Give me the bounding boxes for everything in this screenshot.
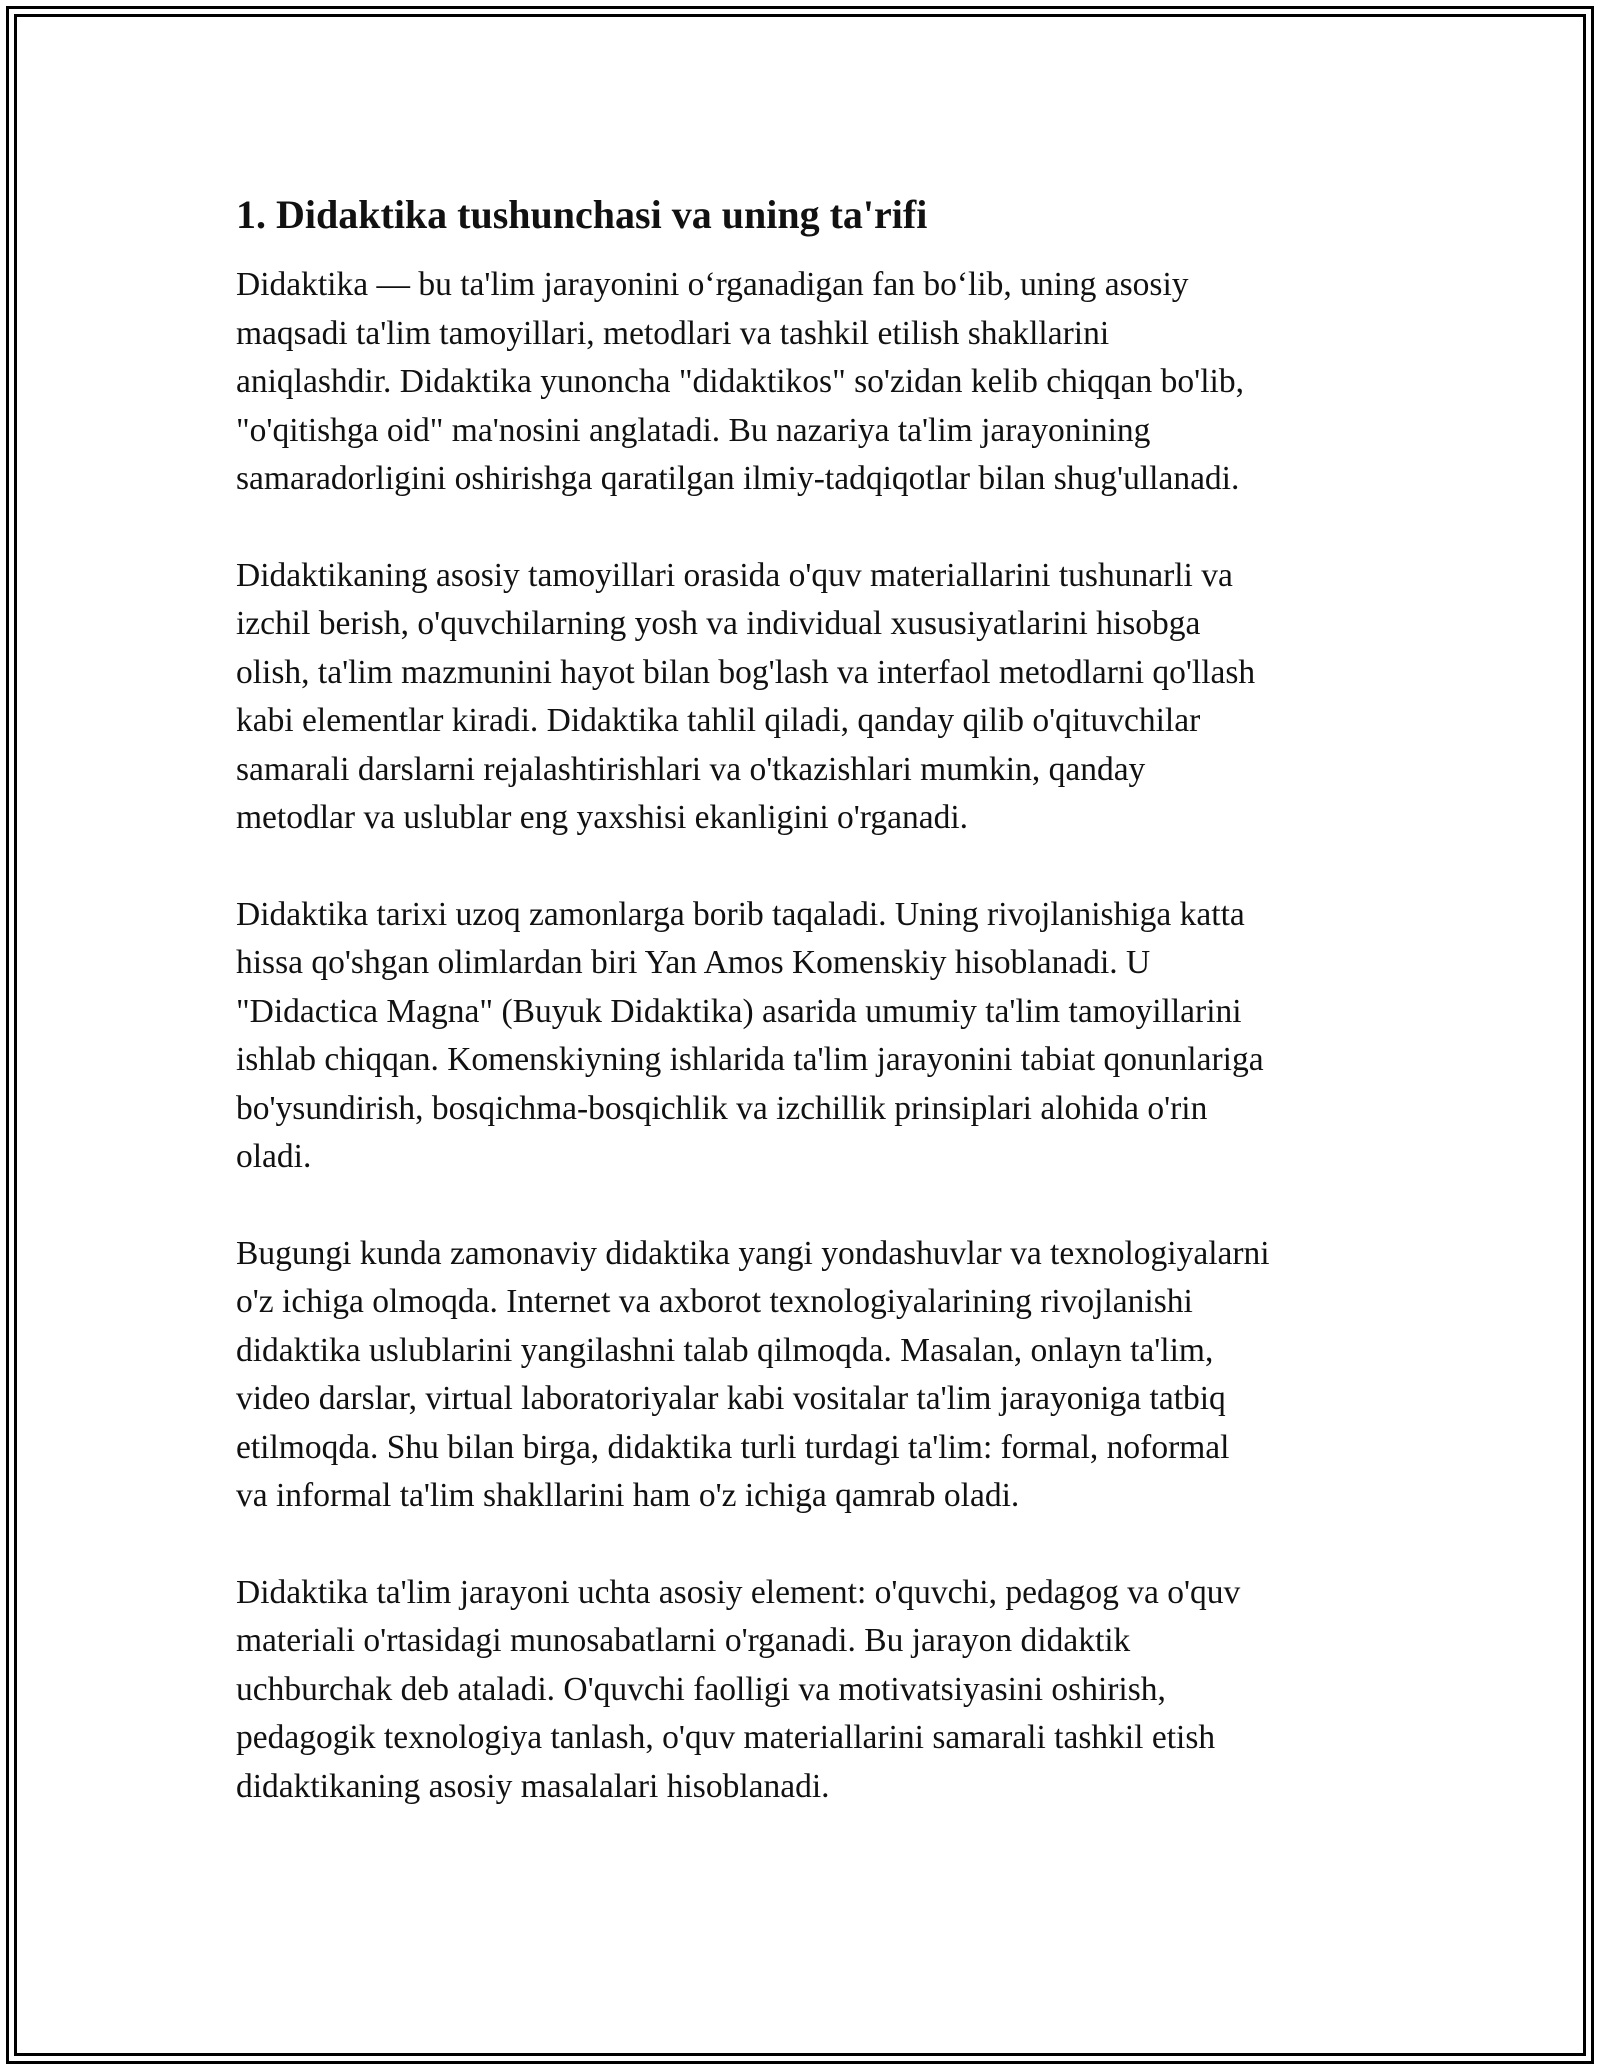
text-line: o'z ichiga olmoqda. Internet va axborot texnologiyalarining rivojlanishi	[236, 1283, 1193, 1320]
paragraph-triangle	[236, 1569, 1386, 1812]
text-line: bo'ysundirish, bosqichma-bosqichlik va izchillik prinsiplari alohida o'rin	[236, 1089, 1208, 1127]
text-line: aniqlashdir. Didaktika yunoncha "didaktikos" so'zidan kelib chiqqan bo'lib,	[236, 363, 1244, 400]
paragraph-modern	[236, 1230, 1386, 1521]
paragraph-principles	[236, 552, 1386, 843]
text-line: Didaktikaning asosiy tamoyillari orasida o'quv materiallarini tushunarli va	[236, 556, 1233, 594]
text-line: Didaktika ta'lim jarayoni uchta asosiy element: o'quvchi, pedagog va o'quv	[236, 1573, 1241, 1611]
text-line: uchburchak deb ataladi. O'quvchi faolligi va motivatsiyasini oshirish,	[236, 1670, 1166, 1708]
text-line: "o'qitishga oid" ma'nosini anglatadi. Bu nazariya ta'lim jarayonining	[236, 411, 1151, 449]
paragraph-definition	[236, 261, 1386, 504]
text-line: samaradorligini oshirishga qaratilgan ilmiy-tadqiqotlar bilan shug'ullanadi.	[236, 460, 1240, 497]
text-line: hissa qo'shgan olimlardan biri Yan Amos Komenskiy hisoblanadi. U	[236, 944, 1151, 981]
text-line: va informal ta'lim shakllarini ham o'z ichiga qamrab oladi.	[236, 1477, 1020, 1514]
text-line: materiali o'rtasidagi munosabatlarni o'rganadi. Bu jarayon didaktik	[236, 1622, 1131, 1659]
text-line: didaktika uslublarini yangilashni talab qilmoqda. Masalan, onlayn ta'lim,	[236, 1331, 1214, 1369]
text-line: pedagogik texnologiya tanlash, o'quv materiallarini samarali tashkil etish	[236, 1719, 1216, 1756]
document-body	[236, 185, 1386, 1859]
text-line: kabi elementlar kiradi. Didaktika tahlil qiladi, qanday qilib o'qituvchilar	[236, 702, 1201, 739]
text-line: Bugungi kunda zamonaviy didaktika yangi yondashuvlar va texnologiyalarni	[236, 1234, 1270, 1272]
text-line: maqsadi ta'lim tamoyillari, metodlari va tashkil etilish shakllarini	[236, 314, 1110, 352]
text-line: Didaktika — bu ta'lim jarayonini oʻrganadigan fan boʻlib, uning asosiy	[236, 266, 1189, 303]
text-line: video darslar, virtual laboratoriyalar kabi vositalar ta'lim jarayoniga tatbiq	[236, 1380, 1226, 1417]
paragraph-history	[236, 891, 1386, 1182]
text-line: Didaktika tarixi uzoq zamonlarga borib taqaladi. Uning rivojlanishiga katta	[236, 895, 1245, 933]
text-line: didaktikaning asosiy masalalari hisoblanadi.	[236, 1767, 830, 1805]
text-line: "Didactica Magna" (Buyuk Didaktika) asarida umumiy ta'lim tamoyillarini	[236, 992, 1242, 1030]
section-heading: 1. Didaktika tushunchasi va uning ta'rifi	[236, 192, 928, 237]
text-line: ishlab chiqqan. Komenskiyning ishlarida ta'lim jarayonini tabiat qonunlariga	[236, 1041, 1264, 1078]
text-line: oladi.	[236, 1138, 312, 1175]
text-line: izchil berish, o'quvchilarning yosh va individual xususiyatlarini hisobga	[236, 605, 1201, 642]
text-line: etilmoqda. Shu bilan birga, didaktika turli turdagi ta'lim: formal, noformal	[236, 1428, 1230, 1466]
text-line: metodlar va uslublar eng yaxshisi ekanligini o'rganadi.	[236, 799, 969, 836]
text-line: olish, ta'lim mazmunini hayot bilan bog'lash va interfaol metodlarni qo'llash	[236, 653, 1256, 691]
text-line: samarali darslarni rejalashtirishlari va o'tkazishlari mumkin, qanday	[236, 750, 1146, 788]
